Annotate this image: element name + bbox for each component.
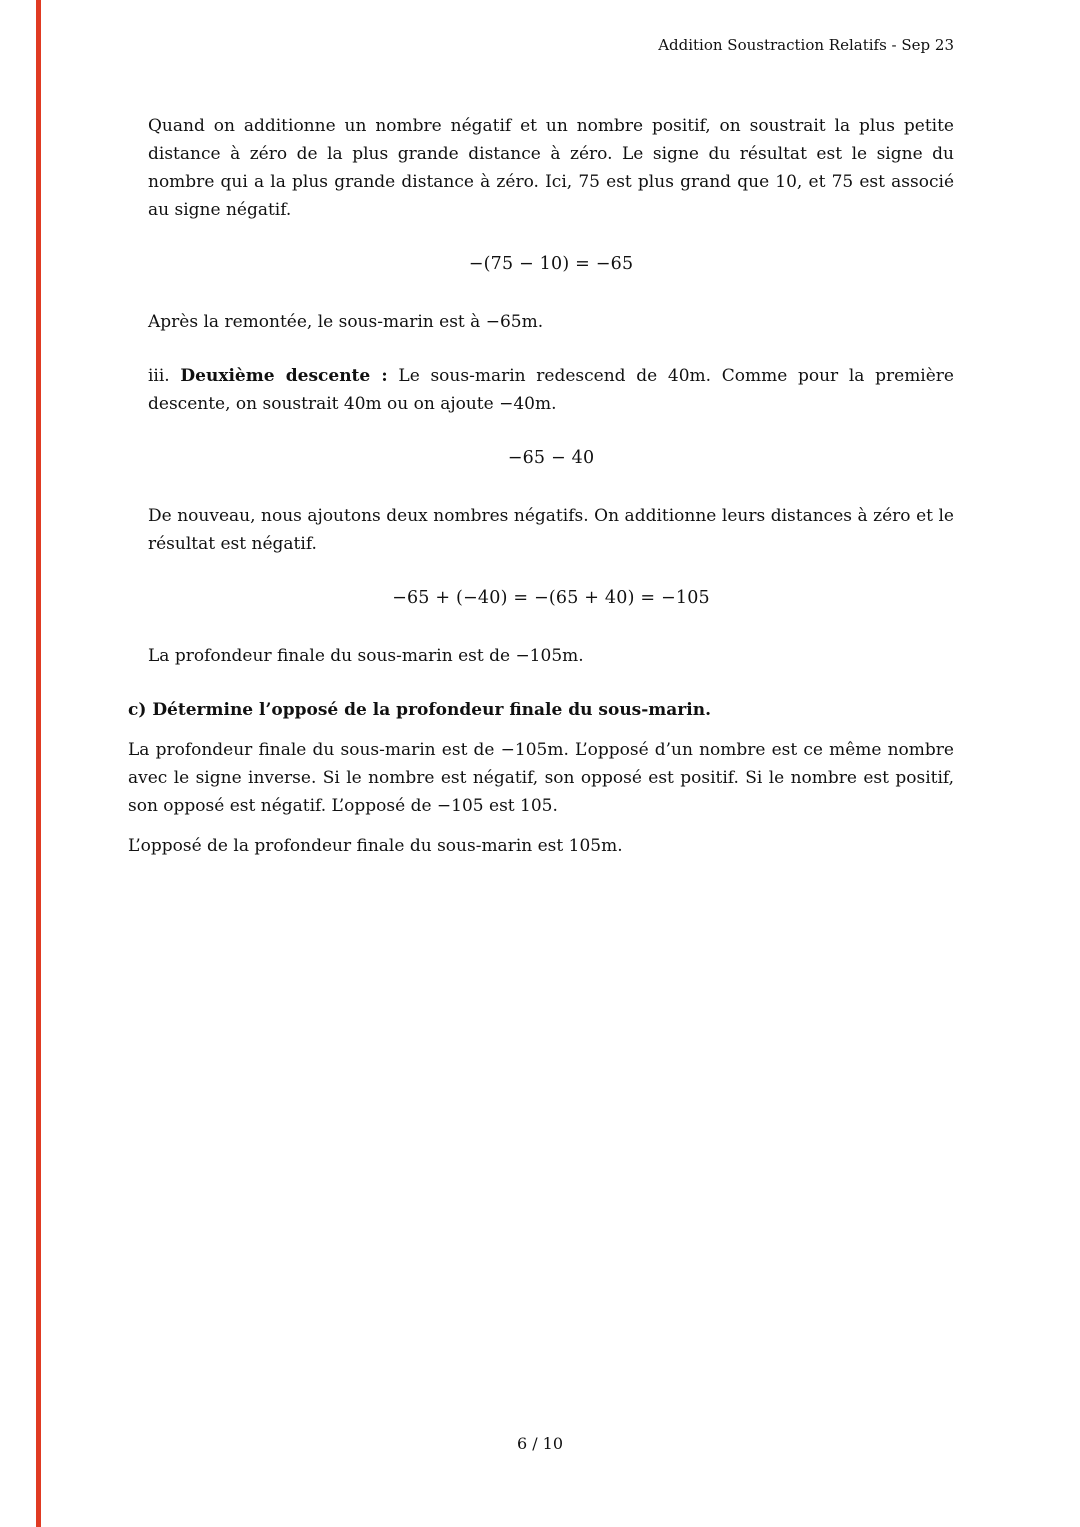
bold-label-deuxieme-descente: Deuxième descente : [180, 366, 388, 386]
paragraph-after-remontee: Après la remontée, le sous-marin est à −65m. [148, 312, 544, 332]
math-expression-2: −65 − 40 [507, 448, 595, 468]
list-marker: iii. [148, 366, 181, 386]
paragraph-deuxieme-descente [148, 362, 954, 418]
paragraph-profondeur-finale: La profondeur finale du sous-marin est de −105m. [148, 646, 584, 666]
math-expression-3: −65 + (−40) = −(65 + 40) = −105 [392, 588, 710, 608]
math-expression-1: −(75 − 10) = −65 [468, 254, 634, 274]
section-c-heading: c) Détermine l’opposé de la profondeur finale du sous-marin. [128, 700, 711, 720]
document-body [128, 112, 954, 872]
page-header: Addition Soustraction Relatifs - Sep 23 [658, 36, 954, 54]
paragraph-sign-explanation: Quand on additionne un nombre négatif et un nombre positif, on soustrait la plus petite distance à zéro de la plus grande distance à zéro. Le signe du résultat est le signe du nombre qui a la plus grande distance à zéro. Ici, 75 est plus grand que 10, et 75 est associé au signe négatif. [148, 116, 954, 220]
section-c [128, 696, 954, 860]
paragraph-deux-negatifs: De nouveau, nous ajoutons deux nombres négatifs. On additionne leurs distances à zéro et le résultat est négatif. [148, 506, 954, 554]
left-margin-stripe [36, 0, 41, 1527]
section-c-paragraph-conclusion: L’opposé de la profondeur finale du sous-marin est 105m. [128, 836, 623, 856]
paragraph-text: Le sous-marin redescend de 40m. Comme pour la première descente, on soustrait 40m ou on ajoute −40m. [148, 366, 954, 414]
section-c-paragraph-oppose: La profondeur finale du sous-marin est de −105m. L’opposé d’un nombre est ce même nombre avec le signe inverse. Si le nombre est négatif, son opposé est positif. Si le nombre est positif, son opposé est négatif. L’opposé de −105 est 105. [128, 740, 954, 816]
page-footer: 6 / 10 [516, 1434, 564, 1453]
